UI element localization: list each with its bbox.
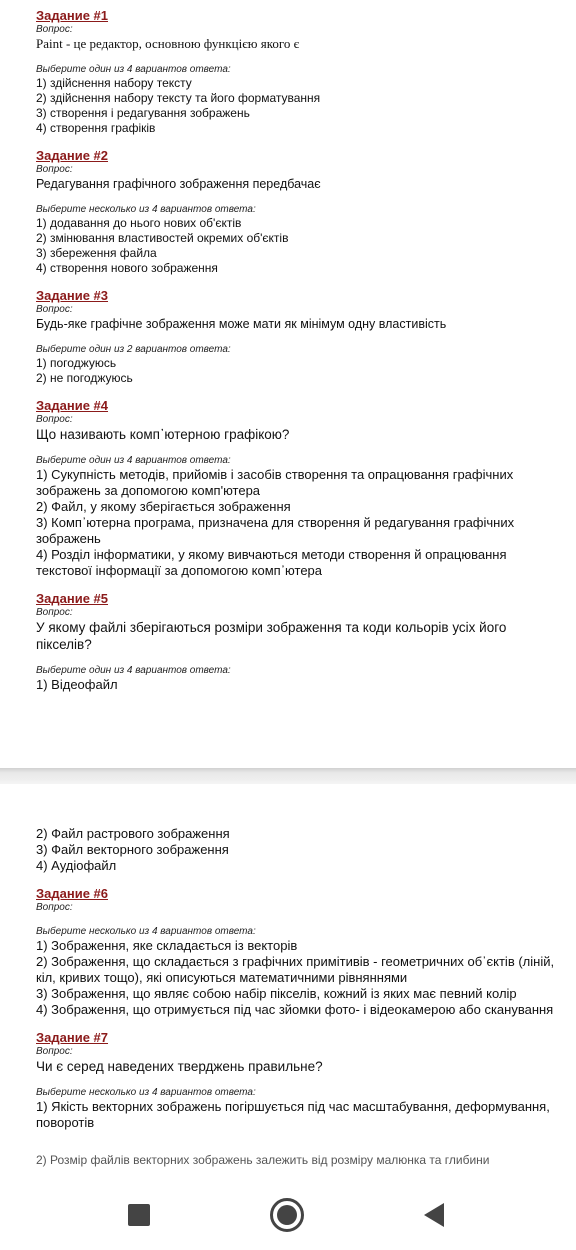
answer-instruction: Выберите один из 4 вариантов ответа: [36, 665, 231, 676]
question-block-1 [36, 8, 556, 136]
question-title: Задание #5 [36, 591, 109, 606]
question-label: Вопрос: [36, 902, 73, 913]
question-text: У якому файлі зберігаються розміри зображення та коди кольорів усіх його пікселів? [36, 620, 507, 652]
document-page-1 [36, 8, 556, 705]
answer-instruction: Выберите несколько из 4 вариантов ответа: [36, 204, 256, 215]
answer-option: 1) Якість векторних зображень погіршується під час масштабування, деформування, поворотів [36, 1099, 550, 1130]
question-block-5-continued [36, 826, 556, 874]
answer-option: 4) Розділ інформатики, у якому вивчаються методи створення й опрацювання текстової інформації за допомогою комп᾿ютера [36, 547, 507, 578]
answer-instruction: Выберите один из 4 вариантов ответа: [36, 455, 231, 466]
home-icon[interactable] [270, 1198, 304, 1232]
question-label: Вопрос: [36, 304, 73, 315]
question-text: Редагування графічного зображення передбачає [36, 177, 321, 191]
answer-option: 2) не погоджуюсь [36, 371, 133, 385]
answer-option: 1) Сукупність методів, прийомів і засобів створення та опрацювання графічних зображень за допомогою комп'ютера [36, 467, 514, 498]
answer-instruction: Выберите один из 4 вариантов ответа: [36, 64, 231, 75]
page-separator [0, 768, 576, 784]
document-page-2 [36, 826, 556, 1143]
answer-option: 2) Зображення, що складається з графічних примітивів - геометричних об᾿єктів (ліній, кіл, кривих тощо), які описуються математичними рівняннями [36, 954, 555, 985]
cut-off-text: 2) Розмір файлів векторних зображень залежить від розміру малюнка та глибини [36, 1153, 490, 1167]
answer-option: 3) створення і редагування зображень [36, 106, 250, 120]
question-label: Вопрос: [36, 164, 73, 175]
answer-option: 1) Відеофайл [36, 677, 118, 692]
question-label: Вопрос: [36, 1046, 73, 1057]
answer-option: 1) здійснення набору тексту [36, 76, 192, 90]
answer-instruction: Выберите один из 2 вариантов ответа: [36, 344, 231, 355]
question-title: Задание #2 [36, 148, 109, 163]
question-label: Вопрос: [36, 414, 73, 425]
answer-option: 2) Файл, у якому зберігається зображення [36, 499, 291, 514]
question-block-4 [36, 398, 556, 579]
recent-apps-icon[interactable] [128, 1204, 150, 1226]
question-title: Задание #4 [36, 398, 109, 413]
answer-option: 4) створення графіків [36, 121, 156, 135]
cut-off-answer-line [36, 1153, 566, 1169]
answer-option: 1) додавання до нього нових об'єктів [36, 216, 242, 230]
answer-option: 3) збереження файла [36, 246, 157, 260]
answer-option: 2) змінювання властивостей окремих об'єктів [36, 231, 289, 245]
answer-option: 1) Зображення, яке складається із векторів [36, 938, 298, 953]
question-title: Задание #3 [36, 288, 109, 303]
answer-option: 3) Комп᾿ютерна програма, призначена для створення й редагування графічних зображень [36, 515, 515, 546]
question-label: Вопрос: [36, 24, 73, 35]
question-block-2 [36, 148, 556, 276]
question-block-6 [36, 886, 556, 1018]
question-text: Paint - це редактор, основною функцією якого є [36, 36, 300, 51]
answer-option: 3) Файл векторного зображення [36, 842, 229, 857]
answer-option: 4) Аудіофайл [36, 858, 117, 873]
question-title: Задание #1 [36, 8, 109, 23]
answer-option: 1) погоджуюсь [36, 356, 117, 370]
question-label: Вопрос: [36, 607, 73, 618]
back-icon[interactable] [424, 1203, 444, 1227]
question-block-5 [36, 591, 556, 693]
answer-option: 2) здійснення набору тексту та його форматування [36, 91, 321, 105]
question-text: Будь-яке графічне зображення може мати як мінімум одну властивість [36, 317, 447, 331]
answer-instruction: Выберите несколько из 4 вариантов ответа: [36, 926, 256, 937]
answer-option: 4) Зображення, що отримується під час зйомки фото- і відеокамерою або сканування [36, 1002, 554, 1017]
question-text: Чи є серед наведених тверджень правильне? [36, 1059, 323, 1074]
question-block-3 [36, 288, 556, 386]
question-block-7 [36, 1030, 556, 1131]
answer-option: 3) Зображення, що являє собою набір пікселів, кожний із яких має певний колір [36, 986, 517, 1001]
answer-instruction: Выберите несколько из 4 вариантов ответа: [36, 1087, 256, 1098]
answer-option: 2) Файл растрового зображення [36, 826, 230, 841]
answer-option: 4) створення нового зображення [36, 261, 218, 275]
question-text: Що називають комп᾿ютерною графікою? [36, 427, 290, 442]
question-title: Задание #7 [36, 1030, 109, 1045]
question-title: Задание #6 [36, 886, 109, 901]
